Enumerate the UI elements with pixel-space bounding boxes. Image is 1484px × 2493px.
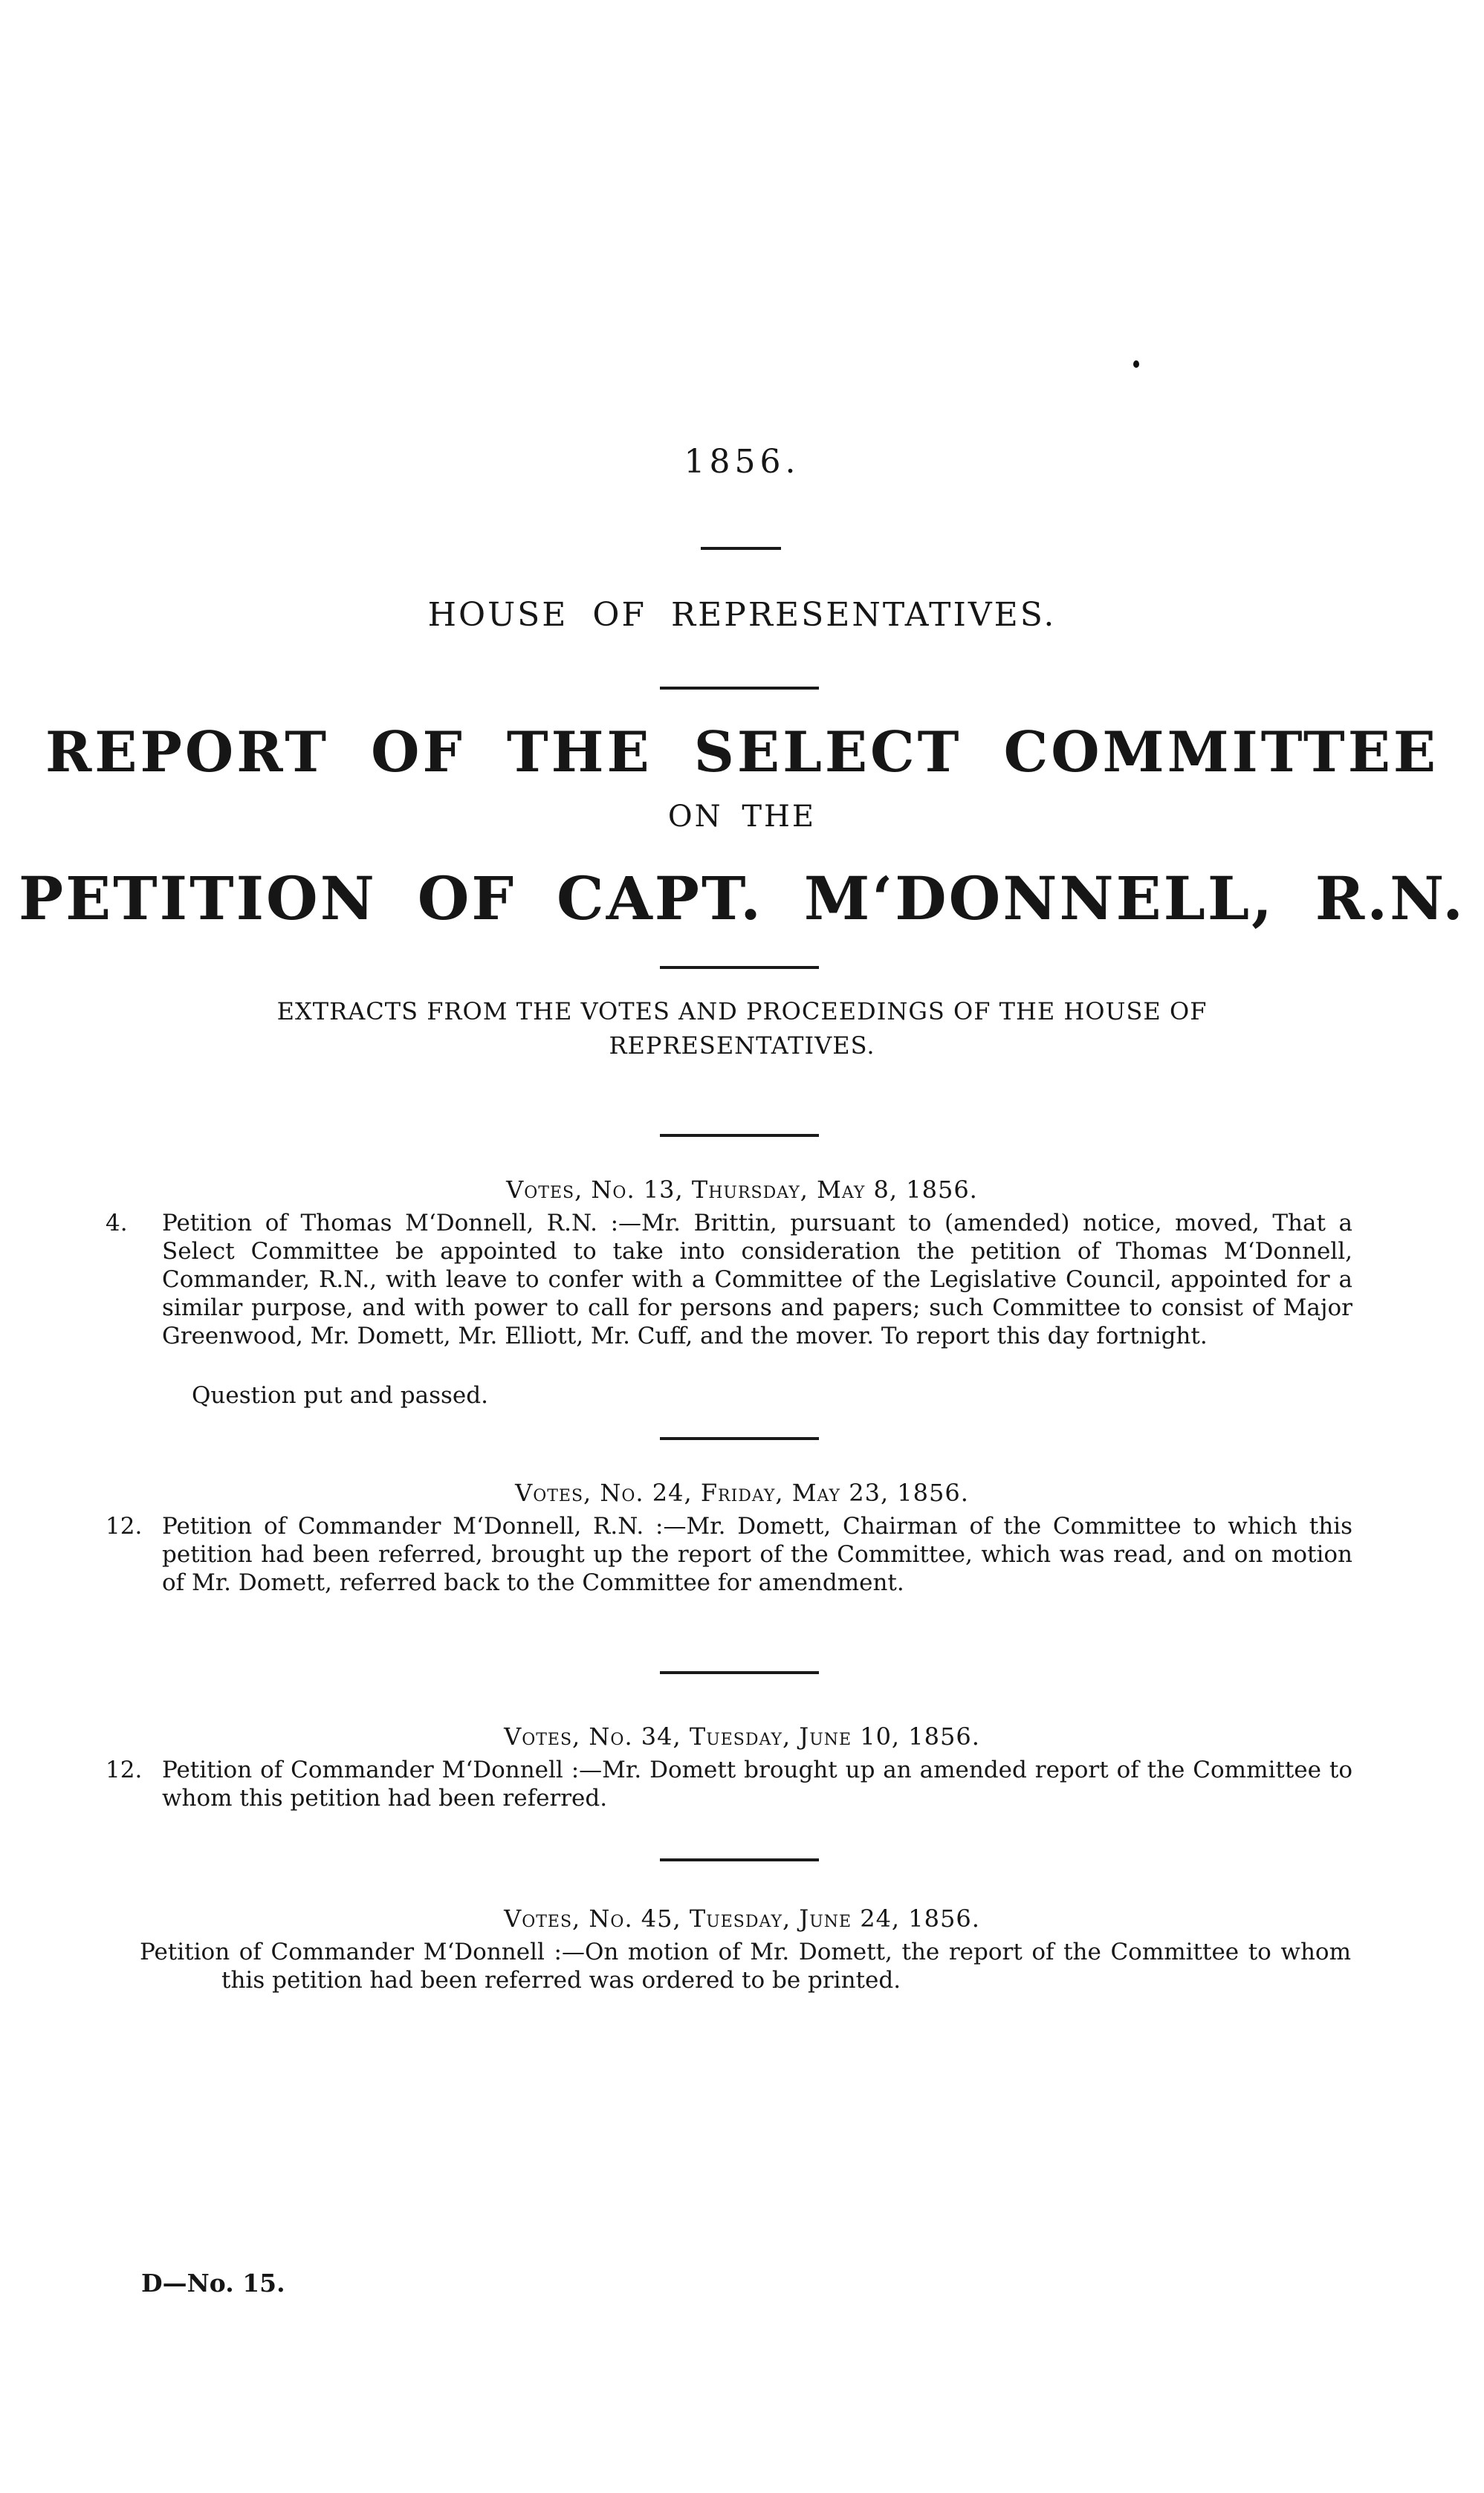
petition-title: PETITION OF CAPT. M‘DONNELL, R.N. bbox=[19, 863, 1465, 933]
divider-rule bbox=[660, 687, 819, 690]
vote-heading: Votes, No. 24, Friday, May 23, 1856. bbox=[515, 1479, 969, 1507]
vote-entry bbox=[106, 1209, 1352, 1350]
vote-heading: Votes, No. 45, Tuesday, June 24, 1856. bbox=[504, 1904, 980, 1933]
extracts-heading-text: EXTRACTS FROM THE VOTES AND PROCEEDINGS OF THE HOUSE OF REPRESENTATIVES. bbox=[276, 997, 1208, 1060]
entry-text: Petition of Commander M‘Donnell, R.N. :—Mr. Domett, Chairman of the Committee to which this petition had been referred, brought up the report of the Committee, which was read, and on motion of Mr. Domett, referred back to the Committee for amendment. bbox=[162, 1513, 1352, 1596]
report-subtitle: ON THE bbox=[667, 800, 817, 834]
vote-entry-body bbox=[106, 1756, 1352, 1812]
vote-entry bbox=[106, 1512, 1352, 1597]
entry-number: 12. bbox=[106, 1513, 143, 1540]
entry-text: Petition of Commander M‘Donnell :—On motion of Mr. Domett, the report of the Committee to whom this petition had been referred was ordered to be printed. bbox=[140, 1939, 1351, 1994]
divider-rule bbox=[660, 1437, 819, 1440]
divider-rule bbox=[701, 547, 781, 550]
house-heading: HOUSE OF REPRESENTATIVES. bbox=[427, 596, 1057, 634]
divider-rule bbox=[660, 1671, 819, 1674]
vote-entry-body bbox=[106, 1512, 1352, 1597]
vote-heading: Votes, No. 13, Thursday, May 8, 1856. bbox=[506, 1176, 978, 1204]
question-line: Question put and passed. bbox=[192, 1382, 488, 1409]
divider-rule bbox=[660, 1134, 819, 1137]
entry-text: Petition of Commander M‘Donnell :—Mr. Domett brought up an amended report of the Committee to whom this petition had been referred. bbox=[162, 1757, 1352, 1812]
report-title: REPORT OF THE SELECT COMMITTEE bbox=[45, 719, 1439, 785]
stray-mark bbox=[1133, 360, 1139, 368]
entry-text: Petition of Thomas M‘Donnell, R.N. :—Mr. Brittin, pursuant to (amended) notice, moved, That a Select Committee be appointed to take into consideration the petition of Thomas M‘Donnell, Commander, R.N., with leave to confer with a Committee of the Legislative Council, appointed for a similar purpose, and with power to call for persons and papers; such Committee to consist of Major Greenwood, Mr. Domett, Mr. Elliott, Mr. Cuff, and the mover. To report this day fortnight. bbox=[162, 1210, 1352, 1349]
entry-number: 12. bbox=[106, 1757, 143, 1783]
year: 1856. bbox=[684, 443, 800, 481]
vote-entry-body bbox=[106, 1209, 1352, 1350]
extracts-heading bbox=[0, 994, 1484, 1063]
document-reference: D—No. 15. bbox=[141, 2269, 285, 2298]
vote-entry bbox=[140, 1938, 1351, 1994]
vote-entry-body bbox=[140, 1938, 1351, 1994]
vote-heading: Votes, No. 34, Tuesday, June 10, 1856. bbox=[504, 1722, 980, 1751]
divider-rule bbox=[660, 1858, 819, 1861]
vote-entry bbox=[106, 1756, 1352, 1812]
entry-number: 4. bbox=[106, 1210, 128, 1236]
divider-rule bbox=[660, 966, 819, 969]
